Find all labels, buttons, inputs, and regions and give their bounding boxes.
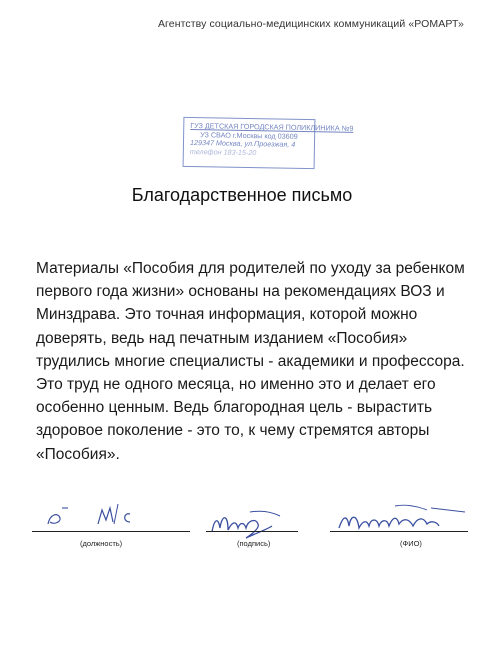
position-label: (должность) [80,539,123,548]
stamp-line-3: 129347 Москва, ул.Проезжая, 4 [189,138,296,149]
clinic-stamp [183,117,354,169]
signature-handwriting [206,504,296,544]
stamp-line-2: УЗ СВАО г.Москвы код 03609 [200,129,298,141]
stamp-line-4: телефон 183-15-20 [189,146,257,157]
signature-line [206,531,298,532]
position-line [32,531,190,532]
letter-title: Благодарственное письмо [131,185,353,205]
name-line [330,531,468,532]
signature-label: (подпись) [237,539,271,548]
addressee-header: Агентству социально-медицинских коммуникаций «РОМАРТ» [157,18,464,30]
name-handwriting [335,502,475,538]
stamp-line-1: ГУЗ ДЕТСКАЯ ГОРОДСКАЯ ПОЛИКЛИНИКА №9 [190,120,354,133]
position-handwriting [40,500,170,532]
name-label: (ФИО) [400,539,422,548]
letter-body: Материалы «Пособия для родителей по уходу за ребенком первого года жизни» основаны на рекомендациях ВОЗ и Минздрава. Это точная информация, которой можно доверять, ведь над печатным изданием «Пособия» трудились многие специалисты - академики и профессора. Это труд не одного месяца, но именно это и делает его особенно ценным. Ведь благородная цель - вырастить здоровое поколение - это то, к чему стремятся авторы «Пособия». [36,260,465,463]
